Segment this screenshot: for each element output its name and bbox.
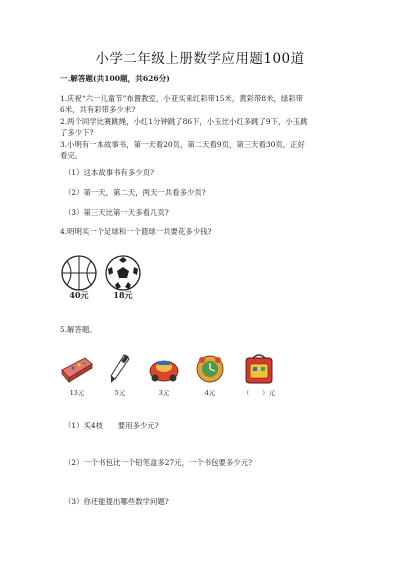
soccer-ball-icon — [104, 254, 142, 292]
question-5-part-3: （3）你还能提出哪些数学问题? — [64, 497, 169, 506]
question-4: 4.明明买一个足球和一个篮球一共要花多少钱? — [60, 227, 212, 236]
question-1: 1.庆祝“六一儿童节”布置教室，小亚买来红彩带15米，黄彩带8米，绿彩带 6米，共有彩带多少米? — [60, 94, 304, 115]
question-2: 2.两个同学比赛跳绳，小红1分钟跳了86下，小玉比小红多跳了9下，小玉跳 了多少下? — [60, 117, 308, 138]
question-3-part-3: （3）第三天比第一天多看几页? — [64, 208, 169, 217]
basketball-price: 40元 — [69, 290, 89, 300]
question-3-part-2: （2）第一天，第二天，两天一共看多少页? — [64, 188, 206, 197]
pencil-case-price: 13元 — [69, 389, 85, 397]
schoolbag-icon — [241, 352, 277, 386]
pencil-case-icon — [59, 352, 95, 386]
soccer-ball-price: 18元 — [113, 290, 133, 300]
question-5: 5.解答题。 — [60, 325, 97, 334]
schoolbag-price: （ ）元 — [243, 389, 275, 397]
clock-toy-icon — [192, 352, 228, 386]
toy-car-icon — [146, 352, 182, 386]
question-5-part-1: （1）买4枝 要用多少元? — [64, 421, 159, 430]
basketball-icon — [60, 254, 98, 292]
section-heading: 一.解答题(共100题，共626分) — [60, 74, 170, 83]
clock-toy-price: 4元 — [204, 389, 216, 397]
pen-price: 5元 — [114, 389, 126, 397]
toy-car-price: 3元 — [158, 389, 170, 397]
question-3: 3.小明有一本故事书，第一天看20页，第二天看9页，第三天看30页，正好 看完。 — [60, 140, 305, 161]
page-title: 小学二年级上册数学应用题100道 — [95, 51, 305, 67]
question-3-part-1: （1）这本故事书有多少页? — [64, 168, 154, 177]
question-5-part-2: （2）一个书包比一个铅笔盒多27元，一个书包要多少元? — [64, 458, 253, 467]
pen-icon — [102, 352, 138, 386]
